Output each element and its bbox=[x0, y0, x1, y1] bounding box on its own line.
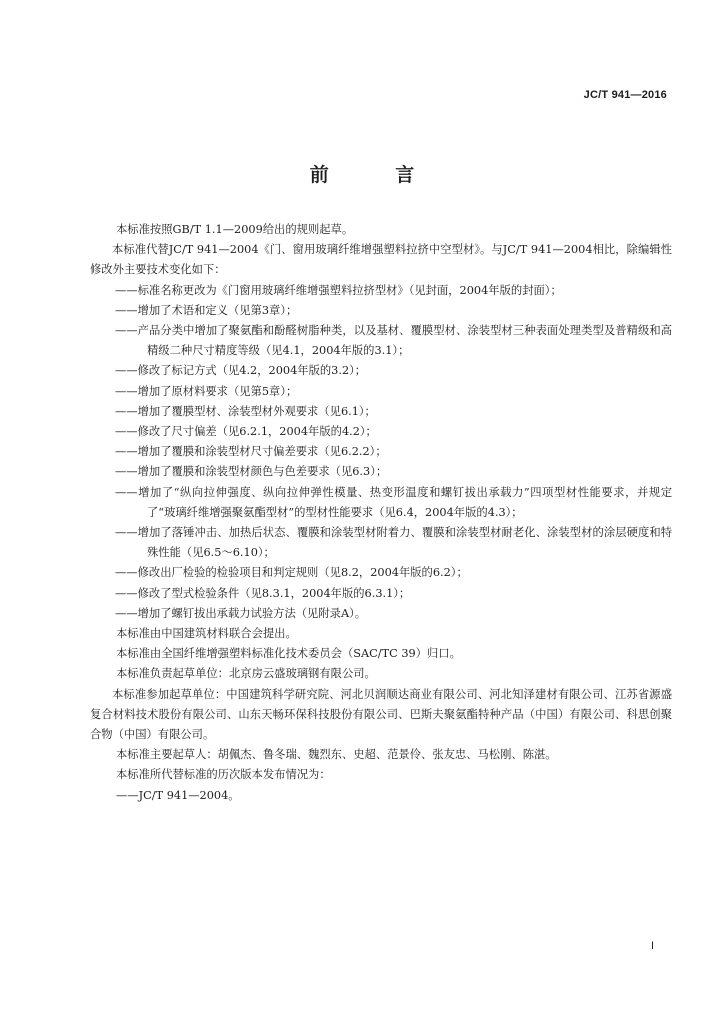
previous-edition-item: ——JC/T 941—2004。 bbox=[116, 788, 240, 802]
foreword-body bbox=[90, 220, 672, 806]
change-item: ——修改了型式检验条件（见8.3.1，2004年版的6.3.1）； bbox=[115, 586, 411, 600]
change-item: ——产品分类中增加了聚氨酯和酚醛树脂种类，以及基材、覆膜型材、涂装型材三种表面处理类型及普精级和高精级二种尺寸精度等级（见4.1，2004年版的3.1）； bbox=[115, 324, 672, 358]
page-title: 前 言 bbox=[309, 164, 445, 186]
proposer-paragraph: 本标准由中国建筑材料联合会提出。 bbox=[116, 627, 297, 641]
participating-units-paragraph: 本标准参加起草单位：中国建筑科学研究院、河北贝润顺达商业有限公司、河北知泽建材有限公司、江苏省源盛复合材料技术股份有限公司、山东天畅环保科技股份有限公司、巴斯夫聚氨酯特种产品（中国）有限公司、科思创聚合物（中国）有限公司。 bbox=[90, 687, 672, 742]
technical-changes-list bbox=[94, 281, 672, 624]
document-code: JC/T 941—2016 bbox=[583, 89, 667, 101]
main-drafters-paragraph: 本标准主要起草人：胡佩杰、鲁冬瑞、魏烈东、史超、范景伶、张友忠、马松刚、陈湛。 bbox=[116, 748, 557, 762]
change-item: ——增加了落锤冲击、加热后状态、覆膜和涂装型材附着力、覆膜和涂装型材耐老化、涂装型材的涂层硬度和特殊性能（见6.5～6.10）； bbox=[115, 526, 672, 560]
change-item: ——增加了原材料要求（见第5章）； bbox=[115, 384, 298, 398]
change-item: ——增加了术语和定义（见第3章）； bbox=[115, 303, 298, 317]
change-item: ——增加了“纵向拉伸强度、纵向拉伸弹性模量、热变形温度和螺钉拔出承载力”四项型材性能要求，并规定了“玻璃纤维增强聚氨酯型材”的型材性能要求（见6.4，2004年版的4.3）； bbox=[115, 485, 672, 519]
change-item: ——修改了标记方式（见4.2，2004年版的3.2）； bbox=[115, 364, 367, 378]
change-item: ——增加了覆膜和涂装型材颜色与色差要求（见6.3）； bbox=[115, 465, 388, 479]
change-item: ——增加了覆膜和涂装型材尺寸偏差要求（见6.2.2）； bbox=[115, 445, 387, 459]
technical-committee-paragraph: 本标准由全国纤维增强塑料标准化技术委员会（SAC/TC 39）归口。 bbox=[116, 647, 461, 661]
change-item: ——增加了覆膜型材、涂装型材外观要求（见6.1）； bbox=[115, 404, 376, 418]
page-number: I bbox=[650, 940, 654, 952]
change-item: ——修改了尺寸偏差（见6.2.1，2004年版的4.2）； bbox=[115, 425, 377, 439]
lead-drafting-unit-paragraph: 本标准负责起草单位：北京房云盛玻璃钢有限公司。 bbox=[116, 667, 376, 681]
previous-editions-paragraph: 本标准所代替标准的历次版本发布情况为： bbox=[116, 768, 331, 782]
change-item: ——修改出厂检验的检验项目和判定规则（见8.2，2004年版的6.2）； bbox=[115, 566, 468, 580]
intro-paragraph-drafting-rules: 本标准按照GB/T 1.1—2009给出的规则起草。 bbox=[116, 223, 354, 236]
intro-paragraph-replacement: 本标准代替JC/T 941—2004《门、窗用玻璃纤维增强塑料拉挤中空型材》。与JC/T 941—2004相比，除编辑性修改外主要技术变化如下： bbox=[90, 243, 672, 277]
change-item: ——标准名称更改为《门窗用玻璃纤维增强塑料拉挤型材》（见封面，2004年版的封面）； bbox=[115, 283, 562, 297]
change-item: ——增加了螺钉拔出承载力试验方法（见附录A）。 bbox=[115, 606, 367, 620]
